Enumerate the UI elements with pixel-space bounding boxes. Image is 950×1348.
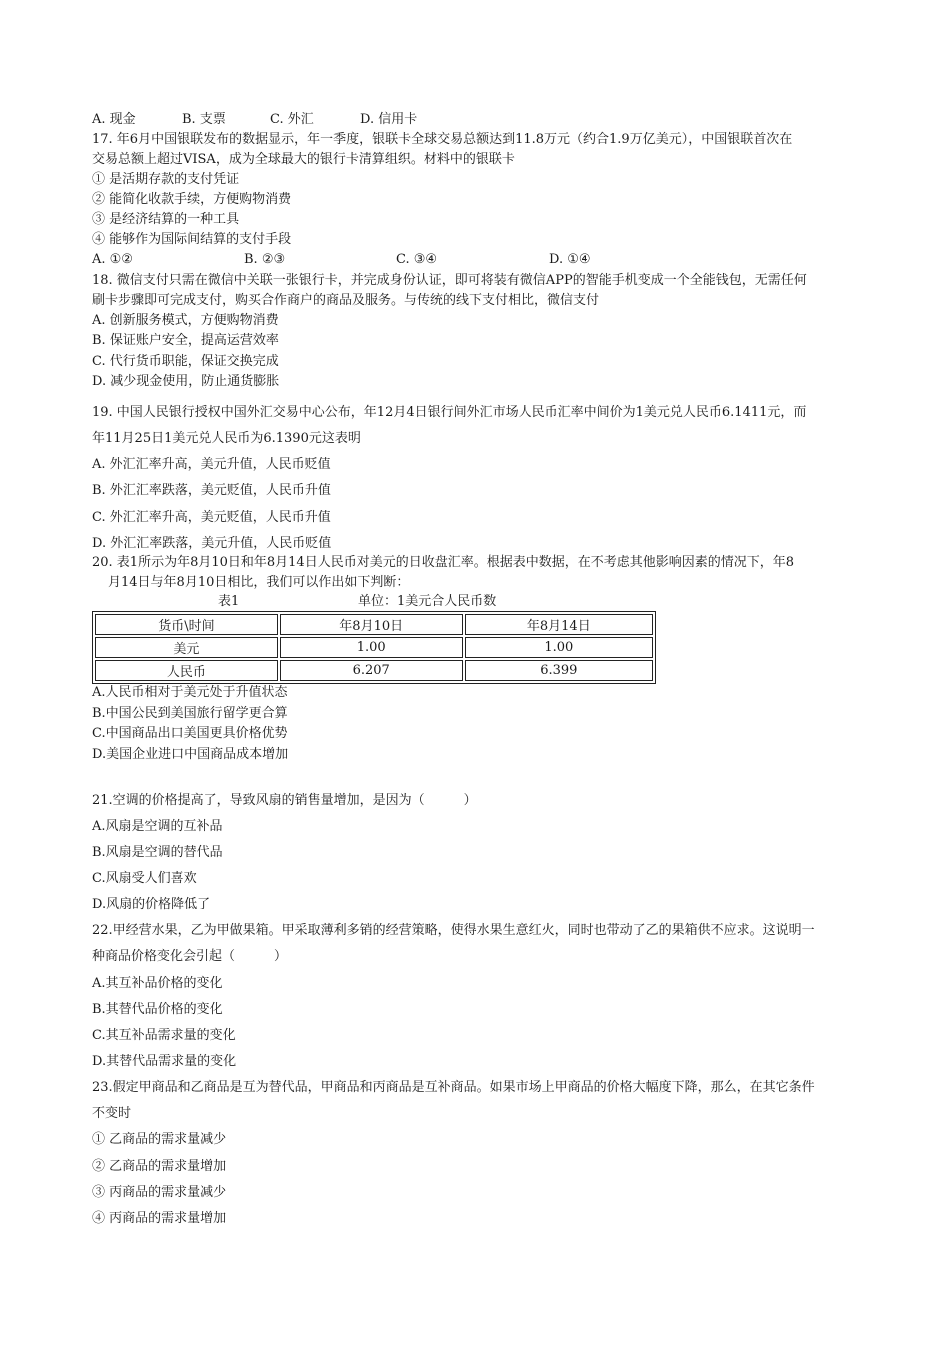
q19-option-c: C. 外汇汇率升高，美元贬值，人民币升值 (92, 510, 331, 525)
q22-option-b: B.其替代品价格的变化 (92, 1002, 223, 1017)
q22-stem-line1: 22.甲经营水果，乙为甲做果箱。甲采取薄利多销的经营策略，使得水果生意红火，同时也带动了乙的果箱供不应求。这说明一 (92, 923, 815, 938)
exchange-rate-table (92, 611, 656, 684)
table-cell: 6.207 (280, 660, 463, 681)
q16-option-d: D. 信用卡 (360, 112, 418, 127)
table-cell: 6.399 (465, 660, 653, 681)
q20-option-d: D.美国企业进口中国商品成本增加 (92, 747, 289, 762)
q17-stem-line1: 17. 年6月中国银联发布的数据显示，年一季度，银联卡全球交易总额达到11.8万元（约合1.9万亿美元），中国银联首次在 (92, 132, 793, 147)
q20-option-a: A.人民币相对于美元处于升值状态 (92, 685, 288, 700)
q22-option-a: A.其互补品价格的变化 (92, 976, 223, 991)
q17-statement-4: ④ 能够作为国际间结算的支付手段 (92, 232, 292, 247)
table-cell: 1.00 (465, 637, 653, 658)
q18-stem-line1: 18. 微信支付只需在微信中关联一张银行卡，并完成身份认证，即可将装有微信APP的智能手机变成一个全能钱包，无需任何 (92, 273, 807, 288)
q20-stem-line2: 月14日与年8月10日相比，我们可以作出如下判断： (108, 575, 410, 590)
q22-option-d: D.其替代品需求量的变化 (92, 1054, 237, 1069)
q17-statement-2: ② 能简化收款手续，方便购物消费 (92, 192, 292, 207)
q17-stem-line2: 交易总额上超过VISA，成为全球最大的银行卡清算组织。材料中的银联卡 (92, 152, 515, 167)
q21-option-a: A.风扇是空调的互补品 (92, 819, 223, 834)
q16-options (92, 112, 417, 128)
q21-option-c: C.风扇受人们喜欢 (92, 871, 197, 886)
table-header-cell: 年8月10日 (280, 614, 463, 635)
q17-option-c: C. ③④ (396, 252, 438, 267)
q17-statement-3: ③ 是经济结算的一种工具 (92, 212, 240, 227)
q17-option-a: A. ①② (92, 252, 133, 267)
q17-options (92, 252, 591, 268)
q22-option-c: C.其互补品需求量的变化 (92, 1028, 236, 1043)
q19-stem-line1: 19. 中国人民银行授权中国外汇交易中心公布，年12月4日银行间外汇市场人民币汇率中间价为1美元兑人民币6.1411元，而 (92, 405, 807, 420)
table-caption: 表1 (218, 594, 240, 609)
q23-statement-1: ① 乙商品的需求量减少 (92, 1132, 227, 1147)
table-unit: 单位：1美元合人民币数 (358, 594, 497, 609)
q21-option-d: D.风扇的价格降低了 (92, 897, 211, 912)
q19-option-d: D. 外汇汇率跌落，美元升值，人民币贬值 (92, 536, 332, 551)
q19-option-b: B. 外汇汇率跌落，美元贬值，人民币升值 (92, 483, 331, 498)
q17-option-d: D. ①④ (549, 252, 591, 267)
table-cell: 人民币 (95, 660, 278, 681)
table-header-row (95, 614, 653, 635)
q16-option-b: B. 支票 (182, 112, 226, 127)
table-header-cell: 货币\时间 (95, 614, 278, 635)
q23-stem-line2: 不变时 (92, 1106, 132, 1121)
q21-option-b: B.风扇是空调的替代品 (92, 845, 223, 860)
q18-option-b: B. 保证账户安全，提高运营效率 (92, 333, 279, 348)
q18-option-d: D. 减少现金使用，防止通货膨胀 (92, 374, 280, 389)
q22-stem-line2: 种商品价格变化会引起（ ） (92, 949, 288, 964)
q23-stem-line1: 23.假定甲商品和乙商品是互为替代品，甲商品和丙商品是互补商品。如果市场上甲商品的价格大幅度下降，那么，在其它条件 (92, 1080, 815, 1095)
q21-stem: 21.空调的价格提高了，导致风扇的销售量增加，是因为（ ） (92, 793, 477, 808)
q18-option-c: C. 代行货币职能，保证交换完成 (92, 354, 279, 369)
q16-option-c: C. 外汇 (270, 112, 314, 127)
q23-statement-2: ② 乙商品的需求量增加 (92, 1159, 227, 1174)
table-row (95, 660, 653, 681)
q19-option-a: A. 外汇汇率升高，美元升值，人民币贬值 (92, 457, 331, 472)
q23-statement-4: ④ 丙商品的需求量增加 (92, 1211, 227, 1226)
q19-stem-line2: 年11月25日1美元兑人民币为6.1390元这表明 (92, 431, 361, 446)
q23-statement-3: ③ 丙商品的需求量减少 (92, 1185, 227, 1200)
q18-stem-line2: 刷卡步骤即可完成支付，购买合作商户的商品及服务。与传统的线下支付相比，微信支付 (92, 293, 600, 308)
q18-option-a: A. 创新服务模式，方便购物消费 (92, 313, 279, 328)
table-row (95, 637, 653, 658)
table-cell: 美元 (95, 637, 278, 658)
q20-option-b: B.中国公民到美国旅行留学更合算 (92, 706, 288, 721)
q17-statement-1: ① 是活期存款的支付凭证 (92, 172, 240, 187)
q16-option-a: A. 现金 (92, 112, 136, 127)
q17-option-b: B. ②③ (244, 252, 286, 267)
table-cell: 1.00 (280, 637, 463, 658)
q20-stem-line1: 20. 表1所示为年8月10日和年8月14日人民币对美元的日收盘汇率。根据表中数据，在不考虑其他影响因素的情况下，年8 (92, 555, 794, 570)
q20-option-c: C.中国商品出口美国更具价格优势 (92, 726, 288, 741)
table-header-cell: 年8月14日 (465, 614, 653, 635)
